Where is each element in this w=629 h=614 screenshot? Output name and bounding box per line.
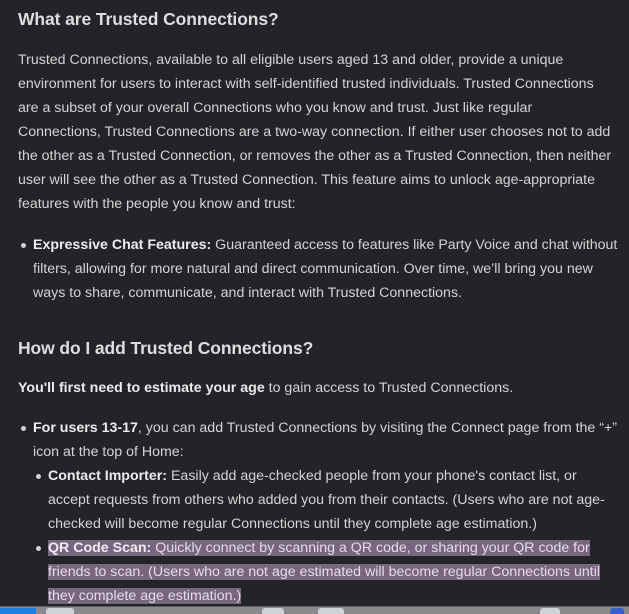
user-group-list <box>33 416 618 608</box>
age-estimate-rest: to gain access to Trusted Connections. <box>264 380 514 396</box>
feature-list <box>33 233 618 305</box>
list-item-expressive-chat <box>33 233 618 305</box>
bullet-icon <box>36 474 41 479</box>
feature-title: Expressive Chat Features: <box>33 237 212 253</box>
taskbar-app-icon[interactable] <box>318 608 344 614</box>
bullet-icon <box>21 426 26 431</box>
taskbar-app-icon[interactable] <box>262 608 284 614</box>
taskbar-app-icon[interactable] <box>540 608 560 614</box>
taskbar-app-icon[interactable] <box>610 608 624 614</box>
list-item-contact-importer <box>48 464 608 536</box>
method-title: Contact Importer: <box>48 468 168 484</box>
method-text: Quickly connect by scanning a QR code, or sharing your QR code for friends to scan. (Users who are not age estimated will become regular Connections until they complete age estimation.) <box>48 540 601 604</box>
intro-paragraph: Trusted Connections, available to all eligible users aged 13 and older, provide a unique environment for users to interact with self-identified trusted individuals. Trusted Connections are a subset of your overall Connections who you know and trust. Just like regular Connections, Trusted Connections are a two-way connection. If either user chooses not to add the other as a Trusted Connection, or removes the other as a Trusted Connection, then neither user will see the other as a Trusted Connection. This feature aims to unlock age-appropriate features with the people you know and trust: <box>18 52 612 212</box>
heading-what-are-trusted-connections: What are Trusted Connections? <box>18 9 279 29</box>
selected-text-highlight[interactable] <box>48 540 600 604</box>
bullet-icon <box>36 546 41 551</box>
method-title: QR Code Scan: <box>48 540 152 556</box>
users-13-17-title: For users 13-17 <box>33 420 138 436</box>
feature-text: Guaranteed access to features like Party Voice and chat without filters, allowing for more natural and direct communication. Over time, we’ll bring you new ways to share, communicate, and interact with Trusted Connections. <box>33 237 618 301</box>
taskbar-app-icon[interactable] <box>0 608 36 614</box>
list-item-qr-code-scan <box>48 536 608 608</box>
heading-how-do-i-add: How do I add Trusted Connections? <box>18 338 314 358</box>
users-13-17-text: , you can add Trusted Connections by visiting the Connect page from the “+” icon at the top of Home: <box>33 420 617 460</box>
connection-methods-list <box>33 464 608 608</box>
list-item-users-13-17 <box>33 416 618 608</box>
age-estimate-paragraph <box>18 376 616 400</box>
bullet-icon <box>21 243 26 248</box>
age-estimate-bold: You'll first need to estimate your age <box>18 380 265 396</box>
method-text: Easily add age-checked people from your phone's contact list, or accept requests from others who added you from their contacts. (Users who are not age-checked will become regular Connections until they complete age estimation.) <box>48 468 605 532</box>
taskbar-app-icon[interactable] <box>46 608 74 614</box>
